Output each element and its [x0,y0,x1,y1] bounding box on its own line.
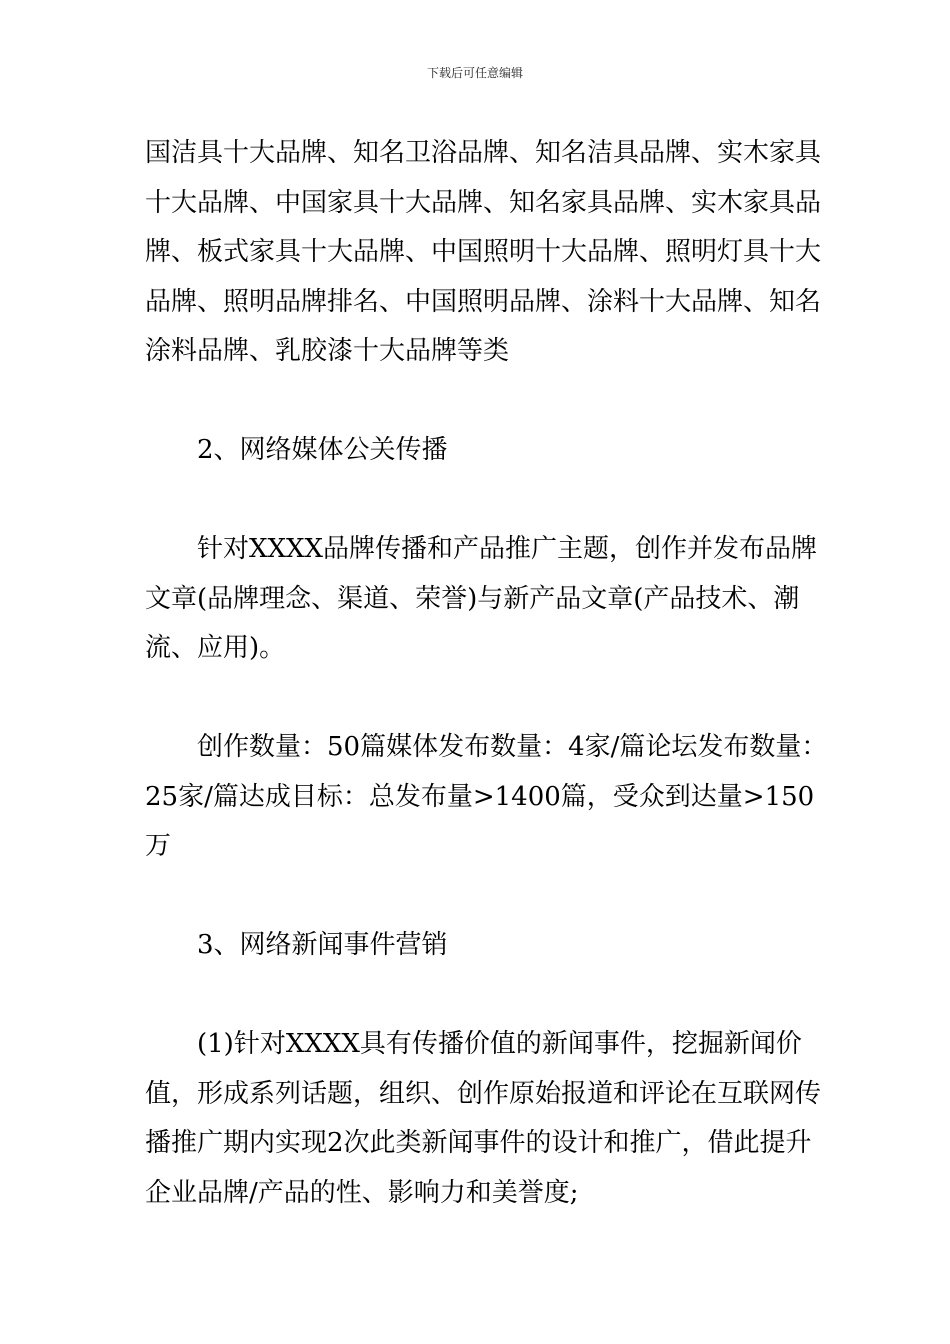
paragraph-publishing-targets: 创作数量：50篇媒体发布数量：4家/篇论坛发布数量：25家/篇达成目标：总发布量>1400篇，受众到达量>150万 [145,732,828,861]
paragraph-brand-articles: 针对XXXX品牌传播和产品推广主题，创作并发布品牌文章(品牌理念、渠道、荣誉)与新产品文章(产品技术、潮流、应用)。 [145,534,818,663]
section-heading-network-media-pr: 2、网络媒体公关传播 [197,435,448,465]
page-header: 下载后可任意编辑 [426,66,523,80]
document-body [145,129,835,1218]
paragraph-brand-list: 国洁具十大品牌、知名卫浴品牌、知名洁具品牌、实木家具十大品牌、中国家具十大品牌、知名家具品牌、实木家具品牌、板式家具十大品牌、中国照明十大品牌、照明灯具十大品牌、照明品牌排名、中国照明品牌、涂料十大品牌、知名涂料品牌、乳胶漆十大品牌等类 [145,138,822,366]
section-heading-news-event-marketing: 3、网络新闻事件营销 [197,930,448,960]
paragraph-news-event-plan: (1)针对XXXX具有传播价值的新闻事件，挖掘新闻价值，形成系列话题，组织、创作原始报道和评论在互联网传播推广期内实现2次此类新闻事件的设计和推广，借此提升企业品牌/产品的性、影响力和美誉度; [145,1029,822,1208]
